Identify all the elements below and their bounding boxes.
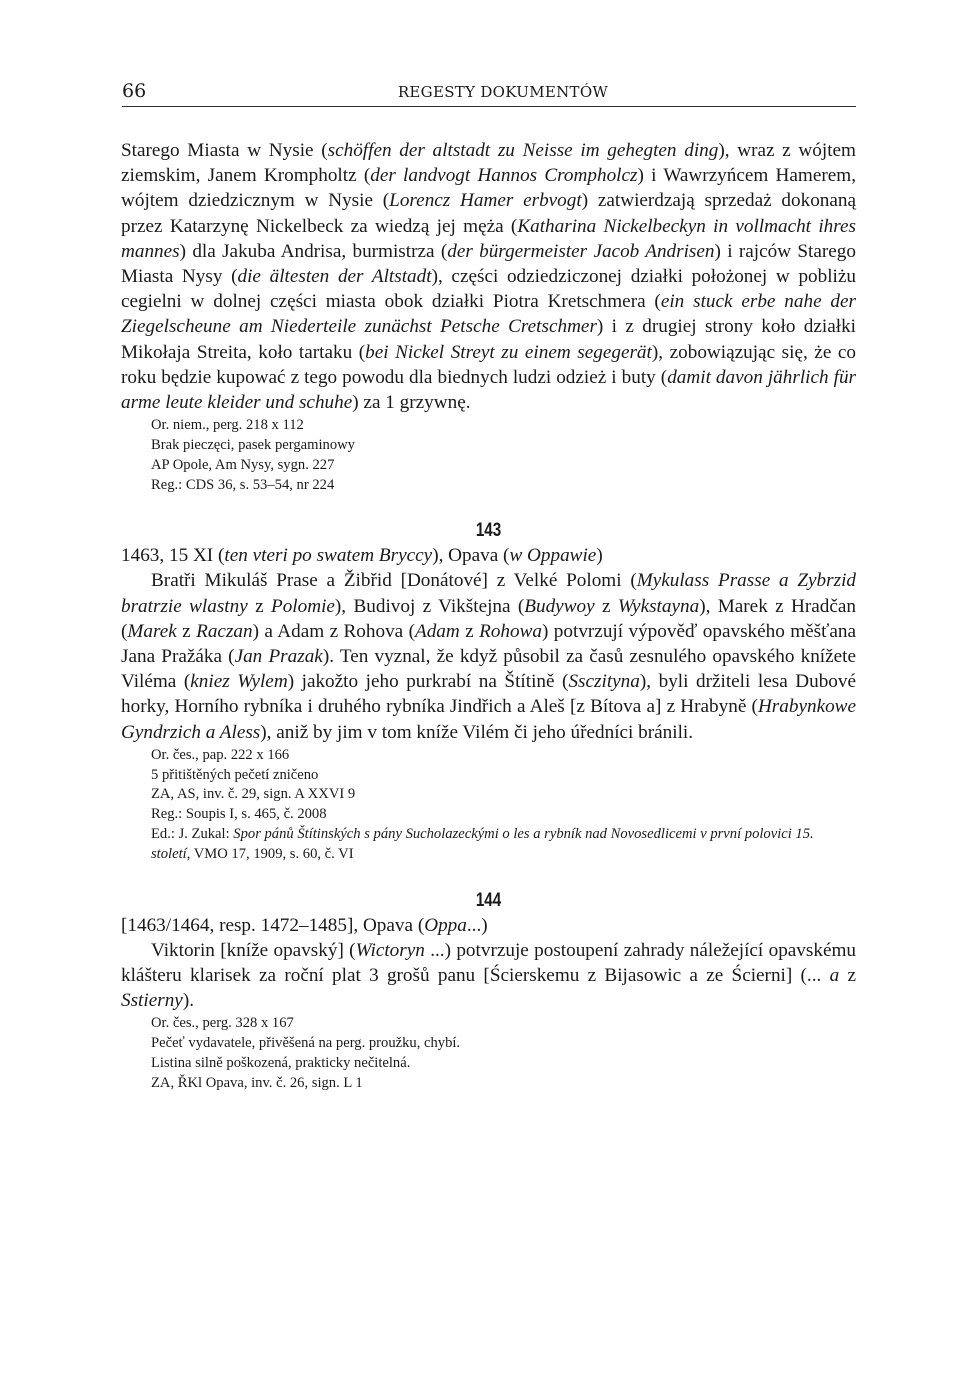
archival-note: Or. čes., pap. 222 x 166 — [151, 746, 290, 763]
edition-note: Ed.: J. Zukal: Spor pánů Štítinských s pány Sucholazeckými o les a rybník nad Novosedlicemi v první polovici 15. století, VMO 17, 1909, s. 60, č. VI — [151, 826, 814, 862]
entry-number: 143 — [475, 520, 502, 542]
page-header — [122, 80, 856, 107]
entry-body: Viktorin [kníže opavský] (Wictoryn ...) potvrzuje postoupení zahrady náležející opavskému klášteru klarisek za roční plat 3 grošů panu [Ścierskemu z Bijasowic a ze Ścierni] (... a z Sstierny). — [121, 939, 856, 1012]
archival-note: Reg.: CDS 36, s. 53–54, nr 224 — [151, 476, 335, 493]
archival-note: Reg.: Soupis I, s. 465, č. 2008 — [151, 806, 327, 823]
archival-note: Brak pieczęci, pasek pergaminowy — [151, 437, 355, 454]
archival-note: ZA, AS, inv. č. 29, sign. A XXVI 9 — [151, 786, 356, 803]
running-title: REGESTY DOKUMENTÓW — [397, 83, 609, 101]
page-number: 66 — [122, 80, 147, 102]
entry-date-line: 1463, 15 XI (ten vteri po swatem Bryccy), Opava (w Oppawie) — [121, 545, 603, 567]
entry-number: 144 — [475, 889, 502, 911]
archival-note: AP Opole, Am Nysy, sygn. 227 — [151, 456, 335, 473]
entry-notes — [151, 746, 856, 865]
archival-note: Pečeť vydavatele, přivěšená na perg. proužku, chybí. — [151, 1035, 461, 1052]
archival-note: Listina silně poškozená, prakticky nečitelná. — [151, 1054, 411, 1071]
entry-date-line: [1463/1464, resp. 1472–1485], Opava (Oppa...) — [121, 914, 488, 936]
archival-note: Or. niem., perg. 218 x 112 — [151, 417, 304, 434]
entry-notes — [151, 1014, 856, 1093]
archival-note: Or. čes., perg. 328 x 167 — [151, 1015, 294, 1032]
continuation-notes — [151, 416, 856, 495]
entry-body: Bratři Mikuláš Prase a Žibřid [Donátové] z Velké Polomi (Mykulass Prasse a Zybrzid bratrzie wlastny z Polomie), Budivoj z Vikštejna (Budywoy z Wykstayna), Marek z Hradčan (Marek z Raczan) a Adam z Rohova (Adam z Rohowa) potvrzují výpověď opavského měšťana Jana Pražáka (Jan Prazak). Ten vyznal, že když působil za časů zesnulého opavského knížete Viléma (kniez Wylem) jakožto jeho purkrabí na Štítině (Ssczityna), byli držiteli lesa Dubové horky, Horního rybníka i druhého rybníka Jindřich a Aleš [z Bítova a] z Hrabyně (Hrabynkowe Gyndrzich a Aless), aniž by jim v tom kníže Vilém či jeho úředníci bránili. — [121, 570, 857, 743]
archival-note: 5 přitištěných pečetí zničeno — [151, 766, 319, 783]
continuation-body: Starego Miasta w Nysie (schöffen der altstadt zu Neisse im gehegten ding), wraz z wójtem ziemskim, Janem Krompholtz (der landvogt Hannos Crompholcz) i Wawrzyńcem Hamerem, wójtem dziedzicznym w Nysie (Lorencz Hamer erbvogt) zatwierdzają sprzedaż dokonaną przez Katarzynę Nickelbeck za wiedzą jej męża (Katharina Nickelbeckyn in vollmacht ihres mannes) dla Jakuba Andrisa, burmistrza (der bürgermeister Jacob Andrisen) i rajców Starego Miasta Nysy (die ältesten der Altstadt), części odziedziczonej działki położonej w pobliżu cegielni w dolnej części miasta obok działki Piotra Kretschmera (ein stuck erbe nahe der Ziegelscheune am Niederteile zunächst Petsche Cretschmer) i z drugiej strony koło działki Mikołaja Streita, koło tartaku (bei Nickel Streyt zu einem segegerät), zobowiązując się, że co roku będzie kupować z tego powodu dla biednych ludzi odzież i buty (damit davon jährlich für arme leute kleider und schuhe) za 1 grzywnę. — [121, 140, 857, 414]
archival-note: ZA, ŘKl Opava, inv. č. 26, sign. L 1 — [151, 1074, 363, 1091]
page-content — [121, 138, 856, 1093]
